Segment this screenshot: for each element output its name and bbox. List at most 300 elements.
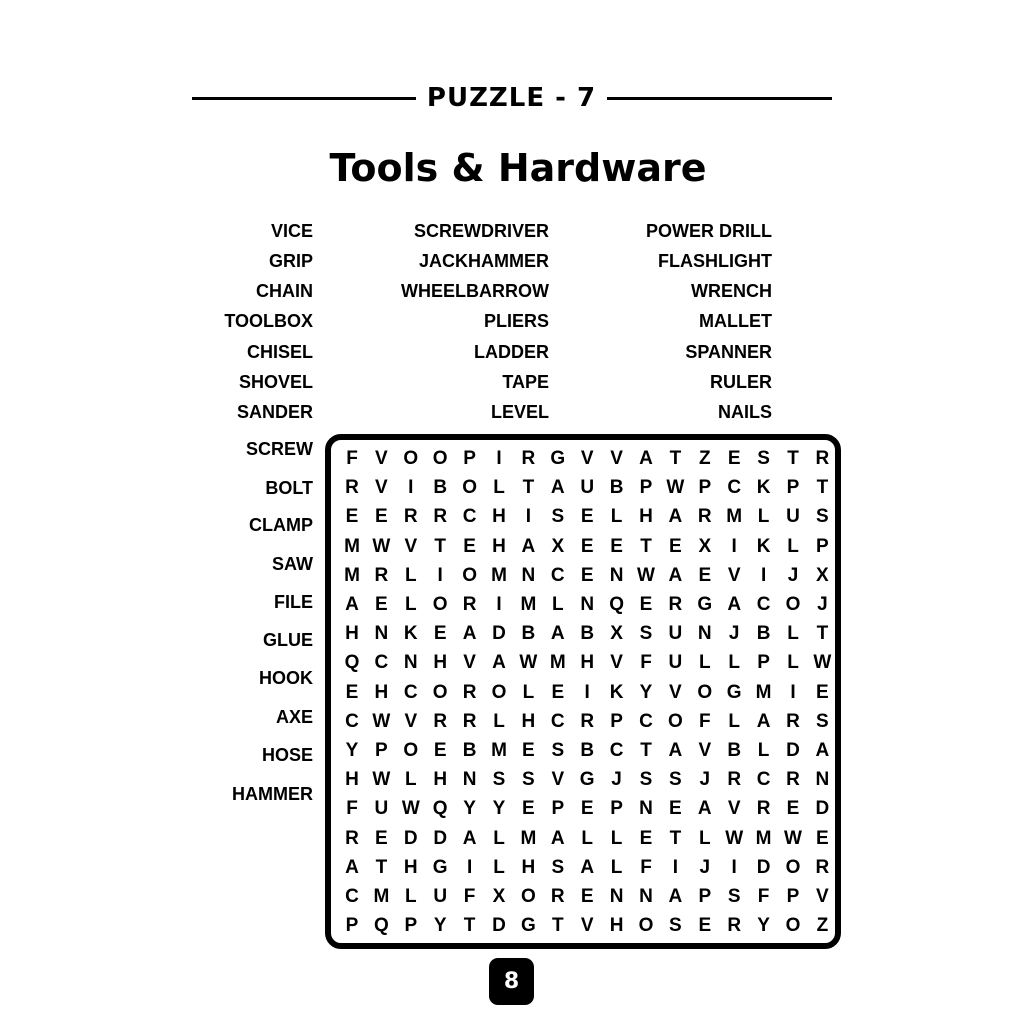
grid-cell[interactable]: R xyxy=(786,710,800,732)
grid-cell[interactable]: S xyxy=(551,740,565,761)
grid-cell[interactable]: A xyxy=(668,886,683,907)
grid-cell[interactable]: T xyxy=(375,856,388,878)
grid-cell[interactable]: V xyxy=(669,681,682,703)
grid-cell[interactable]: H xyxy=(580,652,595,674)
grid-cell[interactable]: L xyxy=(581,827,593,849)
grid-cell[interactable]: R xyxy=(815,856,830,878)
grid-cell[interactable]: W xyxy=(372,710,391,732)
grid-cell[interactable]: C xyxy=(756,769,771,791)
grid-cell[interactable]: R xyxy=(756,798,771,820)
grid-cell[interactable]: A xyxy=(727,594,742,615)
grid-cell[interactable]: E xyxy=(580,564,594,586)
grid-cell[interactable]: P xyxy=(375,740,388,761)
grid-cell[interactable]: C xyxy=(727,477,742,499)
grid-cell[interactable]: L xyxy=(757,740,770,761)
grid-cell[interactable]: N xyxy=(697,623,712,645)
grid-cell[interactable]: P xyxy=(551,798,565,820)
grid-cell[interactable]: Y xyxy=(463,798,476,820)
grid-cell[interactable]: A xyxy=(668,506,683,528)
word-list-item: FLASHLIGHT xyxy=(658,251,772,271)
grid-cell[interactable]: U xyxy=(374,798,389,820)
grid-cell[interactable]: L xyxy=(493,856,505,878)
grid-cell[interactable]: V xyxy=(375,448,388,469)
grid-cell[interactable]: J xyxy=(787,564,799,586)
grid-cell[interactable]: U xyxy=(786,506,800,528)
grid-cell[interactable]: H xyxy=(492,535,506,557)
grid-cell[interactable]: I xyxy=(437,564,443,586)
grid-cell[interactable]: A xyxy=(815,740,830,761)
grid-cell[interactable]: X xyxy=(551,535,565,557)
grid-cell[interactable]: R xyxy=(580,710,595,732)
grid-cell[interactable]: O xyxy=(432,681,448,703)
grid-cell[interactable]: N xyxy=(639,886,653,907)
grid-cell[interactable]: W xyxy=(372,769,391,791)
grid-cell[interactable]: S xyxy=(816,506,829,528)
grid-cell[interactable]: F xyxy=(463,886,476,907)
grid-cell[interactable]: H xyxy=(374,681,389,703)
grid-cell[interactable]: C xyxy=(374,652,389,674)
grid-cell[interactable]: H xyxy=(521,710,536,732)
grid-cell[interactable]: C xyxy=(345,710,359,732)
grid-cell[interactable]: A xyxy=(668,740,683,761)
grid-cell[interactable]: G xyxy=(697,594,713,615)
grid-cell[interactable]: L xyxy=(698,652,711,674)
grid-cell[interactable]: O xyxy=(491,681,507,703)
grid-cell[interactable]: O xyxy=(403,740,419,761)
grid-cell[interactable]: M xyxy=(491,740,507,761)
grid-cell[interactable]: V xyxy=(404,710,418,732)
grid-cell[interactable]: R xyxy=(521,448,536,469)
grid-cell[interactable]: D xyxy=(403,827,418,849)
grid-cell[interactable]: I xyxy=(731,535,737,557)
grid-cell[interactable]: N xyxy=(580,594,595,615)
grid-cell[interactable]: X xyxy=(610,623,623,645)
grid-cell[interactable]: I xyxy=(731,856,737,878)
grid-cell[interactable]: A xyxy=(580,856,595,878)
grid-cell[interactable]: V xyxy=(551,769,565,791)
grid-cell[interactable]: R xyxy=(403,506,418,528)
grid-cell[interactable]: T xyxy=(816,477,829,499)
grid-cell[interactable]: E xyxy=(522,798,535,820)
grid-cell[interactable]: E xyxy=(375,827,388,849)
grid-cell[interactable]: D xyxy=(815,798,830,820)
grid-cell[interactable]: R xyxy=(786,769,800,791)
grid-cell[interactable]: W xyxy=(666,477,685,499)
grid-cell[interactable]: F xyxy=(640,652,652,674)
grid-cell[interactable]: N xyxy=(374,623,389,645)
grid-cell[interactable]: W xyxy=(784,827,802,849)
grid-cell[interactable]: O xyxy=(432,448,448,469)
grid-cell[interactable]: A xyxy=(521,535,536,557)
grid-cell[interactable]: P xyxy=(757,652,770,674)
grid-cell[interactable]: H xyxy=(345,769,359,791)
grid-cell[interactable]: E xyxy=(580,506,594,528)
grid-cell[interactable]: L xyxy=(404,564,417,586)
grid-cell[interactable]: W xyxy=(725,827,744,849)
grid-cell[interactable]: C xyxy=(550,710,565,732)
grid-cell[interactable]: L xyxy=(404,594,417,615)
grid-cell[interactable]: L xyxy=(551,594,564,615)
grid-cell[interactable]: E xyxy=(639,594,653,615)
grid-cell[interactable]: R xyxy=(462,681,477,703)
grid-cell[interactable]: T xyxy=(816,623,829,645)
grid-cell[interactable]: E xyxy=(816,827,829,849)
grid-cell[interactable]: P xyxy=(404,915,418,937)
grid-cell[interactable]: S xyxy=(492,769,506,791)
grid-cell[interactable]: B xyxy=(727,740,742,761)
grid-cell[interactable]: S xyxy=(639,769,653,791)
grid-cell[interactable]: P xyxy=(698,477,712,499)
grid-cell[interactable]: A xyxy=(639,448,653,469)
grid-cell[interactable]: S xyxy=(757,448,770,469)
grid-cell[interactable]: B xyxy=(462,740,477,761)
grid-cell[interactable]: Q xyxy=(609,594,624,615)
grid-cell[interactable]: R xyxy=(433,506,448,528)
grid-cell[interactable]: B xyxy=(580,740,595,761)
grid-cell[interactable]: S xyxy=(816,710,829,732)
grid-cell[interactable]: J xyxy=(817,594,828,615)
grid-cell[interactable]: M xyxy=(520,827,537,849)
grid-cell[interactable]: Q xyxy=(344,652,360,674)
grid-cell[interactable]: M xyxy=(549,652,566,674)
grid-cell[interactable]: F xyxy=(346,448,358,469)
grid-cell[interactable]: M xyxy=(755,681,772,703)
grid-cell[interactable]: L xyxy=(493,710,505,732)
grid-cell[interactable]: N xyxy=(403,652,418,674)
grid-cell[interactable]: P xyxy=(786,886,800,907)
grid-cell[interactable]: C xyxy=(639,710,653,732)
grid-cell[interactable]: O xyxy=(785,594,801,615)
grid-cell[interactable]: I xyxy=(790,681,796,703)
grid-cell[interactable]: D xyxy=(786,740,800,761)
grid-cell[interactable]: L xyxy=(522,681,535,703)
grid-cell[interactable]: N xyxy=(639,798,653,820)
grid-cell[interactable]: S xyxy=(669,769,682,791)
grid-cell[interactable]: T xyxy=(669,448,682,469)
grid-cell[interactable]: G xyxy=(726,681,742,703)
grid-cell[interactable]: I xyxy=(672,856,679,878)
grid-cell[interactable]: R xyxy=(815,448,830,469)
grid-cell[interactable]: E xyxy=(345,506,359,528)
grid-cell[interactable]: L xyxy=(787,535,799,557)
grid-cell[interactable]: U xyxy=(668,652,683,674)
grid-cell[interactable]: I xyxy=(466,856,473,878)
grid-cell[interactable]: D xyxy=(756,856,771,878)
grid-cell[interactable]: V xyxy=(698,740,712,761)
grid-cell[interactable]: O xyxy=(785,915,801,937)
word-list-item: WRENCH xyxy=(691,281,772,301)
grid-cell[interactable]: R xyxy=(550,886,565,907)
grid-cell[interactable]: E xyxy=(345,681,359,703)
grid-cell[interactable]: N xyxy=(521,564,536,586)
grid-cell[interactable]: F xyxy=(757,886,770,907)
grid-cell[interactable]: V xyxy=(816,886,829,907)
grid-cell[interactable]: Y xyxy=(345,740,359,761)
grid-cell[interactable]: K xyxy=(756,535,771,557)
grid-cell[interactable]: R xyxy=(462,594,477,615)
grid-cell[interactable]: X xyxy=(816,564,829,586)
grid-cell[interactable]: E xyxy=(522,740,535,761)
grid-cell[interactable]: E xyxy=(433,740,447,761)
grid-cell[interactable]: U xyxy=(433,886,448,907)
grid-cell[interactable]: V xyxy=(610,448,623,469)
grid-cell[interactable]: E xyxy=(433,623,447,645)
grid-cell[interactable]: L xyxy=(493,827,505,849)
grid-cell[interactable]: O xyxy=(638,915,654,937)
grid-cell[interactable]: B xyxy=(521,623,536,645)
grid-cell[interactable]: W xyxy=(519,652,538,674)
grid-cell[interactable]: Y xyxy=(757,915,770,937)
word-list-item: GRIP xyxy=(268,251,313,271)
grid-cell[interactable]: D xyxy=(492,623,506,645)
grid-cell[interactable]: A xyxy=(492,652,506,674)
grid-row xyxy=(331,794,835,824)
grid-cell[interactable]: P xyxy=(816,535,829,557)
grid-cell[interactable]: F xyxy=(698,710,711,732)
grid-cell[interactable]: E xyxy=(551,681,565,703)
grid-cell[interactable]: A xyxy=(345,594,359,615)
grid-cell[interactable]: V xyxy=(610,652,623,674)
grid-cell[interactable]: I xyxy=(496,594,502,615)
grid-cell[interactable]: H xyxy=(521,856,536,878)
grid-cell[interactable]: S xyxy=(522,769,535,791)
grid-cell[interactable]: L xyxy=(698,827,711,849)
grid-cell[interactable]: M xyxy=(520,594,537,615)
grid-cell[interactable]: E xyxy=(610,535,623,557)
grid-cell[interactable]: R xyxy=(374,564,389,586)
grid-cell[interactable]: F xyxy=(346,798,358,820)
grid-cell[interactable]: E xyxy=(639,827,653,849)
grid-cell[interactable]: B xyxy=(433,477,448,499)
grid-cell[interactable]: C xyxy=(550,564,565,586)
grid-cell[interactable]: V xyxy=(404,535,418,557)
grid-cell[interactable]: D xyxy=(492,915,506,937)
grid-cell[interactable]: H xyxy=(433,652,448,674)
grid-cell[interactable]: T xyxy=(463,915,476,937)
grid-cell[interactable]: U xyxy=(580,477,595,499)
grid-cell[interactable]: A xyxy=(668,564,683,586)
grid-cell[interactable]: O xyxy=(432,594,448,615)
page-title: Tools & Hardware xyxy=(329,146,707,190)
grid-cell[interactable]: E xyxy=(463,535,476,557)
grid-cell[interactable]: E xyxy=(786,798,800,820)
grid-cell[interactable]: W xyxy=(637,564,655,586)
grid-cell[interactable]: T xyxy=(787,448,799,469)
grid-cell[interactable]: C xyxy=(756,594,771,615)
grid-cell[interactable]: Q xyxy=(374,915,389,937)
grid-cell[interactable]: C xyxy=(609,740,624,761)
grid-cell[interactable]: S xyxy=(639,623,653,645)
grid-cell[interactable]: D xyxy=(433,827,448,849)
grid-cell[interactable]: E xyxy=(669,535,682,557)
word-list-item: SHOVEL xyxy=(238,372,313,392)
grid-cell[interactable]: A xyxy=(550,477,565,499)
word-list-item: CLAMP xyxy=(249,515,313,535)
grid-cell[interactable]: G xyxy=(521,915,536,937)
grid-cell[interactable]: W xyxy=(813,652,832,674)
grid-cell[interactable]: P xyxy=(639,477,653,499)
grid-cell[interactable]: E xyxy=(816,681,829,703)
grid-cell[interactable]: L xyxy=(493,477,505,499)
grid-cell[interactable]: Z xyxy=(698,448,711,469)
grid-cell[interactable]: C xyxy=(462,506,477,528)
grid-cell[interactable]: P xyxy=(345,915,359,937)
grid-cell[interactable]: T xyxy=(669,827,682,849)
grid-cell[interactable]: S xyxy=(727,886,741,907)
grid-cell[interactable]: V xyxy=(727,798,741,820)
grid-cell[interactable]: M xyxy=(491,564,507,586)
grid-cell[interactable]: H xyxy=(492,506,506,528)
grid-cell[interactable]: R xyxy=(345,477,359,499)
grid-cell[interactable]: R xyxy=(433,710,448,732)
grid-cell[interactable]: E xyxy=(727,448,741,469)
grid-cell[interactable]: V xyxy=(727,564,741,586)
grid-cell[interactable]: O xyxy=(462,564,477,586)
grid-cell[interactable]: L xyxy=(404,886,417,907)
grid-cell[interactable]: R xyxy=(345,827,359,849)
grid-cell[interactable]: P xyxy=(610,798,623,820)
grid-cell[interactable]: L xyxy=(404,769,417,791)
grid-cell[interactable]: B xyxy=(756,623,771,645)
grid-cell[interactable]: O xyxy=(403,448,419,469)
grid-cell[interactable]: J xyxy=(699,856,711,878)
grid-cell[interactable]: L xyxy=(728,652,740,674)
grid-cell[interactable]: N xyxy=(815,769,830,791)
grid-cell[interactable]: N xyxy=(462,769,477,791)
grid-cell[interactable]: O xyxy=(521,886,536,907)
grid-cell[interactable]: M xyxy=(344,535,360,557)
grid-cell[interactable]: R xyxy=(462,710,477,732)
grid-cell[interactable]: A xyxy=(462,827,477,849)
grid-cell[interactable]: H xyxy=(609,915,624,937)
grid-cell[interactable]: S xyxy=(551,506,565,528)
grid-cell[interactable]: H xyxy=(403,856,418,878)
grid-cell[interactable]: K xyxy=(403,623,418,645)
grid-cell[interactable]: N xyxy=(609,886,624,907)
grid-cell[interactable]: T xyxy=(551,915,564,937)
grid-cell[interactable]: I xyxy=(408,477,414,499)
grid-cell[interactable]: P xyxy=(463,448,476,469)
grid-cell[interactable]: K xyxy=(756,477,771,499)
grid-cell[interactable]: W xyxy=(401,798,420,820)
grid-cell[interactable]: X xyxy=(698,535,712,557)
grid-cell[interactable]: O xyxy=(697,681,713,703)
grid-cell[interactable]: S xyxy=(551,856,565,878)
grid-cell[interactable]: I xyxy=(584,681,590,703)
grid-cell[interactable]: J xyxy=(699,769,711,791)
grid-cell[interactable]: L xyxy=(757,506,770,528)
grid-cell[interactable]: B xyxy=(580,623,595,645)
grid-cell[interactable]: L xyxy=(610,856,623,878)
grid-cell[interactable]: P xyxy=(610,710,623,732)
grid-cell[interactable]: E xyxy=(580,798,594,820)
grid-cell[interactable]: Q xyxy=(432,798,448,820)
grid-cell[interactable]: V xyxy=(463,652,476,674)
grid-cell[interactable]: A xyxy=(697,798,712,820)
grid-cell[interactable]: Y xyxy=(433,915,447,937)
grid-cell[interactable]: E xyxy=(698,915,712,937)
grid-cell[interactable]: E xyxy=(669,798,682,820)
grid-cell[interactable]: T xyxy=(640,740,652,761)
grid-cell[interactable]: P xyxy=(698,886,712,907)
grid-cell[interactable]: O xyxy=(668,710,683,732)
grid-cell[interactable]: O xyxy=(462,477,477,499)
grid-cell[interactable]: L xyxy=(728,710,740,732)
grid-cell[interactable]: M xyxy=(755,827,772,849)
grid-cell[interactable]: Y xyxy=(639,681,653,703)
grid-cell[interactable]: V xyxy=(580,448,594,469)
grid-cell[interactable]: G xyxy=(432,856,448,878)
grid-cell[interactable]: C xyxy=(345,886,359,907)
grid-cell[interactable]: L xyxy=(787,623,799,645)
grid-cell[interactable]: J xyxy=(611,769,622,791)
grid-cell[interactable]: E xyxy=(698,564,712,586)
grid-cell[interactable]: E xyxy=(580,535,594,557)
grid-cell[interactable]: R xyxy=(727,769,742,791)
grid-cell[interactable]: V xyxy=(580,915,594,937)
grid-cell[interactable]: L xyxy=(610,506,623,528)
grid-cell[interactable]: I xyxy=(525,506,532,528)
grid-cell[interactable]: A xyxy=(462,623,477,645)
grid-cell[interactable]: H xyxy=(433,769,448,791)
grid-cell[interactable]: A xyxy=(756,710,771,732)
grid-cell[interactable]: H xyxy=(345,623,359,645)
grid-cell[interactable]: F xyxy=(640,856,652,878)
grid-cell[interactable]: A xyxy=(345,856,359,878)
grid-cell[interactable]: P xyxy=(786,477,800,499)
grid-cell[interactable]: T xyxy=(640,535,652,557)
grid-cell[interactable]: M xyxy=(344,564,360,586)
grid-cell[interactable]: C xyxy=(403,681,418,703)
grid-cell[interactable]: Y xyxy=(492,798,506,820)
grid-cell[interactable]: I xyxy=(760,564,767,586)
grid-cell[interactable]: I xyxy=(496,448,502,469)
word-list-item: PLIERS xyxy=(483,311,549,331)
word-list-item: BOLT xyxy=(265,478,313,498)
grid-cell[interactable]: O xyxy=(785,856,801,878)
grid-cell[interactable]: E xyxy=(375,594,388,615)
grid-cell[interactable]: M xyxy=(373,886,390,907)
grid-cell[interactable]: N xyxy=(609,564,624,586)
grid-cell[interactable]: A xyxy=(550,827,565,849)
grid-cell[interactable]: G xyxy=(550,448,566,469)
grid-cell[interactable]: R xyxy=(697,506,712,528)
grid-cell[interactable]: S xyxy=(669,915,682,937)
grid-cell[interactable]: H xyxy=(639,506,653,528)
grid-cell[interactable]: Z xyxy=(816,915,829,937)
grid-cell[interactable]: R xyxy=(727,915,742,937)
grid-cell[interactable]: T xyxy=(434,535,446,557)
grid-cell[interactable]: L xyxy=(610,827,623,849)
grid-cell[interactable]: X xyxy=(492,886,506,907)
grid-cell[interactable]: L xyxy=(787,652,799,674)
grid-cell[interactable]: V xyxy=(375,477,388,499)
grid-cell[interactable]: E xyxy=(580,886,594,907)
grid-cell[interactable]: R xyxy=(668,594,683,615)
grid-cell[interactable]: J xyxy=(728,623,740,645)
grid-cell[interactable]: T xyxy=(522,477,535,499)
grid-cell[interactable]: B xyxy=(609,477,624,499)
grid-cell[interactable]: M xyxy=(726,506,743,528)
grid-cell[interactable]: A xyxy=(550,623,565,645)
grid-cell[interactable]: W xyxy=(372,535,391,557)
grid-cell[interactable]: G xyxy=(579,769,595,791)
grid-row xyxy=(331,736,835,766)
grid-cell[interactable]: U xyxy=(668,623,683,645)
grid-cell[interactable]: K xyxy=(609,681,624,703)
grid-cell[interactable]: E xyxy=(375,506,388,528)
grid-row xyxy=(331,561,835,591)
